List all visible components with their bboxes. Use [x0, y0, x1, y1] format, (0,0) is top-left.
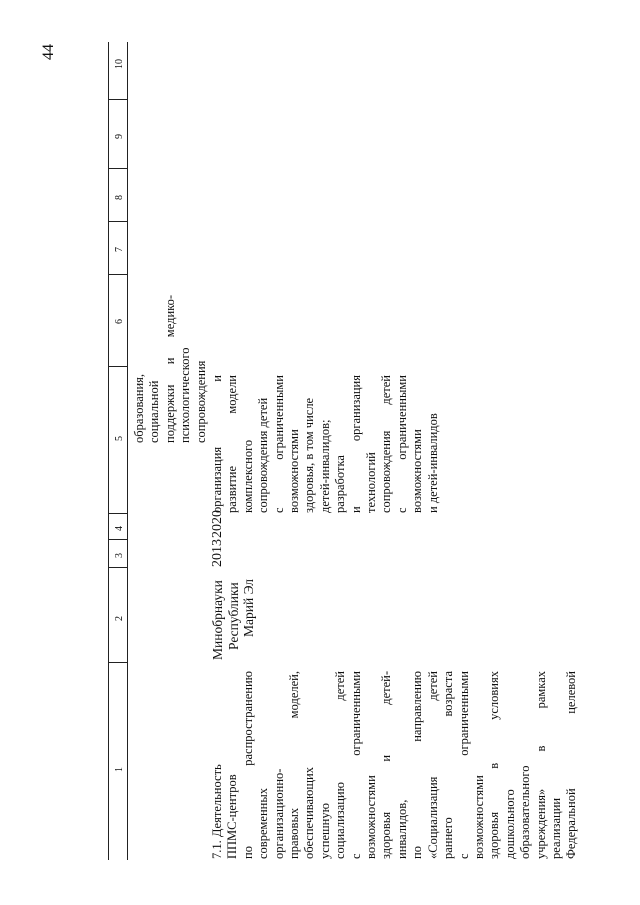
page-number: 44: [40, 44, 57, 60]
column-divider-7: [108, 221, 128, 222]
header-top-border: [108, 42, 109, 860]
column-divider-5: [108, 366, 128, 367]
column-divider-2: [108, 567, 128, 568]
header-col-8: 8: [114, 195, 125, 200]
column-divider-8: [108, 168, 128, 169]
row2-executor-cell: Минобрнауки Республики Марий Эл: [210, 578, 257, 660]
column-divider-3: [108, 539, 128, 540]
header-col-1: 1: [114, 767, 125, 772]
header-col-6: 6: [114, 319, 125, 324]
row2-start-year: 2013: [210, 539, 225, 567]
row2-activity-cell: 7.1. Деятельность ППМС-центров по распространению современных организационно- правовых моделей, обеспечивающих успешную социализацию детей с ограниченными возможностями здоровья и детей- инвалидов, по направлению «Социализация детей раннего возраста с ограниченными возможностями здоровья в условиях дошкольного образовательного учреждения» в рамках реализации Федеральной целевой: [210, 671, 579, 859]
header-col-2: 2: [114, 616, 125, 621]
header-col-4: 4: [114, 526, 125, 531]
column-divider-6: [108, 274, 128, 275]
header-col-9: 9: [114, 134, 125, 139]
header-col-3: 3: [114, 553, 125, 558]
header-col-5: 5: [114, 436, 125, 441]
header-bottom-border: [127, 42, 128, 860]
row1-measures-cell: образования, социальной поддержки и медико- психологического сопровождения: [132, 295, 208, 443]
header-col-10: 10: [114, 59, 125, 69]
row2-measures-cell: организация и развитие модели комплексного сопровождения детей с ограниченными возможностями здоровья, в том числе детей-инвалидов; разработка и организация технологий сопровождения детей с ограниченными возможностями и детей-инвалидов: [210, 375, 440, 513]
column-divider-1: [108, 662, 128, 663]
column-divider-4: [108, 513, 128, 514]
row2-end-year: 2020: [210, 510, 225, 538]
header-col-7: 7: [114, 247, 125, 252]
column-divider-9: [108, 99, 128, 100]
